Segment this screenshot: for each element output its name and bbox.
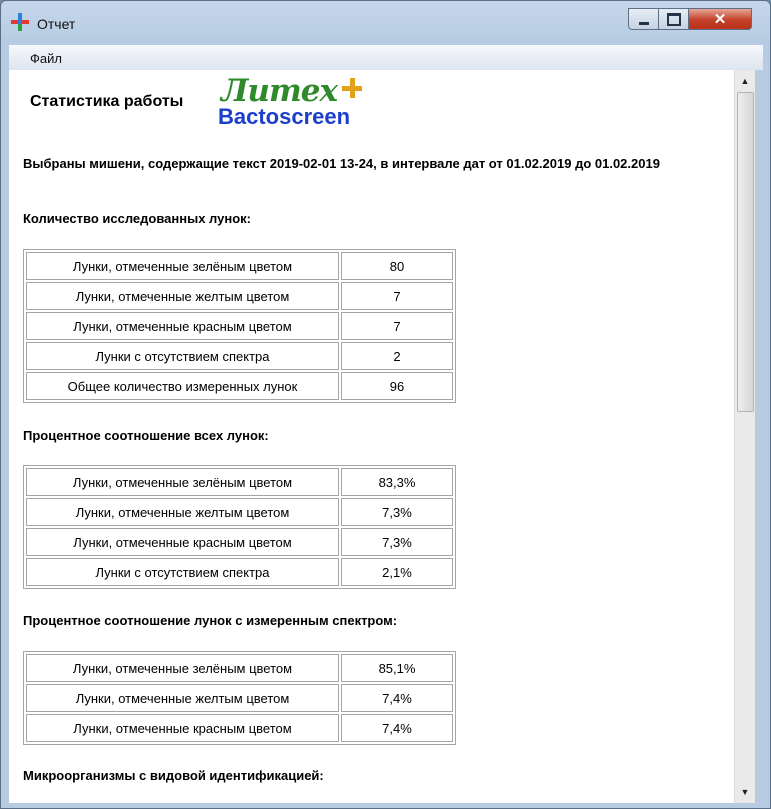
title-bar[interactable] bbox=[1, 1, 770, 39]
table-row bbox=[26, 714, 453, 742]
company-logo bbox=[218, 73, 368, 127]
row-label: Лунки, отмеченные зелёным цветом bbox=[26, 468, 339, 496]
table-row bbox=[26, 498, 453, 526]
table-row bbox=[26, 468, 453, 496]
row-value: 2,1% bbox=[341, 558, 453, 586]
table-row bbox=[26, 312, 453, 340]
row-value: 85,1% bbox=[341, 654, 453, 682]
vertical-scrollbar[interactable] bbox=[734, 70, 755, 803]
selection-summary: Выбраны мишени, содержащие текст 2019-02-01 13-24, в интервале дат от 01.02.2019 до 01.02.2019 bbox=[23, 156, 660, 171]
row-label: Лунки с отсутствием спектра bbox=[26, 558, 339, 586]
logo-litech-text: Литех bbox=[221, 73, 337, 109]
maximize-icon bbox=[667, 13, 681, 26]
row-label: Лунки, отмеченные зелёным цветом bbox=[26, 654, 339, 682]
row-label: Лунки, отмеченные красным цветом bbox=[26, 714, 339, 742]
row-value: 7 bbox=[341, 312, 453, 340]
row-value: 7,3% bbox=[341, 498, 453, 526]
row-label: Лунки с отсутствием спектра bbox=[26, 342, 339, 370]
app-cross-icon bbox=[11, 13, 29, 31]
report-content bbox=[9, 70, 734, 803]
row-value: 83,3% bbox=[341, 468, 453, 496]
table-row bbox=[26, 654, 453, 682]
arrow-up-icon: ▲ bbox=[740, 76, 750, 86]
logo-bactoscreen-text: Bactoscreen bbox=[218, 104, 351, 129]
scroll-thumb[interactable] bbox=[737, 92, 754, 412]
wells-count-table bbox=[23, 249, 456, 403]
report-title: Статистика работы bbox=[30, 93, 184, 110]
row-label: Общее количество измеренных лунок bbox=[26, 372, 339, 400]
row-value: 7,3% bbox=[341, 528, 453, 556]
section-heading: Количество исследованных лунок: bbox=[23, 211, 251, 226]
table-row bbox=[26, 252, 453, 280]
section-heading: Процентное соотношение лунок с измеренным спектром: bbox=[23, 613, 398, 628]
table-row bbox=[26, 342, 453, 370]
row-value: 2 bbox=[341, 342, 453, 370]
logo-cross-icon bbox=[342, 78, 362, 98]
close-button[interactable] bbox=[688, 8, 752, 30]
row-value: 80 bbox=[341, 252, 453, 280]
arrow-down-icon: ▼ bbox=[740, 787, 750, 797]
scroll-up-button[interactable] bbox=[735, 72, 755, 90]
row-label: Лунки, отмеченные желтым цветом bbox=[26, 684, 339, 712]
table-row bbox=[26, 282, 453, 310]
row-value: 96 bbox=[341, 372, 453, 400]
row-label: Лунки, отмеченные красным цветом bbox=[26, 312, 339, 340]
row-label: Лунки, отмеченные красным цветом bbox=[26, 528, 339, 556]
spectrum-wells-percent-table bbox=[23, 651, 456, 745]
minimize-icon bbox=[639, 22, 649, 25]
table-row bbox=[26, 558, 453, 586]
menu-bar bbox=[9, 45, 763, 70]
close-icon: ✕ bbox=[713, 11, 727, 28]
maximize-button[interactable] bbox=[658, 8, 690, 30]
table-row bbox=[26, 528, 453, 556]
table-row bbox=[26, 684, 453, 712]
row-value: 7,4% bbox=[341, 714, 453, 742]
row-label: Лунки, отмеченные желтым цветом bbox=[26, 282, 339, 310]
row-value: 7,4% bbox=[341, 684, 453, 712]
menu-file[interactable]: Файл bbox=[30, 51, 62, 66]
row-label: Лунки, отмеченные зелёным цветом bbox=[26, 252, 339, 280]
scroll-down-button[interactable] bbox=[735, 783, 755, 801]
row-value: 7 bbox=[341, 282, 453, 310]
row-label: Лунки, отмеченные желтым цветом bbox=[26, 498, 339, 526]
table-row bbox=[26, 372, 453, 400]
window-title: Отчет bbox=[37, 16, 76, 32]
all-wells-percent-table bbox=[23, 465, 456, 589]
section-heading: Микроорганизмы с видовой идентификацией: bbox=[23, 768, 324, 783]
minimize-button[interactable] bbox=[628, 8, 660, 30]
section-heading: Процентное соотношение всех лунок: bbox=[23, 428, 269, 443]
